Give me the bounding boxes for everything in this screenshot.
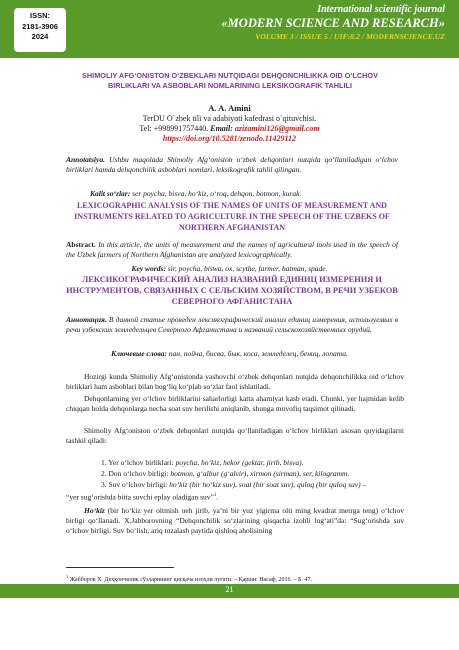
list-item-quote: “yer sug‘orishda bitta suvchi eplay oladigan suv” [66,492,214,502]
term-hokiz: Ho‘kiz [84,506,105,515]
volume-line: VOLUME 3 / ISSUE 5 / UIF:8.2 / MODERNSCIENCE.UZ [255,32,445,41]
abstract-en-label: Abstract. [66,240,96,249]
keywords-ru-label: Ключевые слова: [111,349,167,358]
keywords-uz-text: ser poycha, bisva, ho‘kiz, o‘roq, dehqon, botmon, kurak. [130,189,302,198]
article-title-ru: ЛЕКСИКОГРАФИЧЕСКИЙ АНАЛИЗ НАЗВАНИЙ ЕДИНИЦ ИЗМЕРЕНИЯ И ИНСТРУМЕНТОВ, СВЯЗАННЫХ С СЕЛЬСКИМ ХОЗЯЙСТВОМ, В РЕЧИ УЗБЕКОВ СЕВЕРНОГО АФГАНИСТАНА [66,275,398,306]
page-number: 21 [225,585,234,594]
journal-info [221,4,445,42]
issn-box [14,8,66,52]
keywords-en-text: sir, poycha, biswa, ox, scythe, farmer, batman, spade. [165,264,328,273]
list-item-values: botmon, g‘albur (g‘alvir), xirmon (sirman), ser, kilogramm. [168,469,350,478]
list-item [101,480,401,490]
journal-type: International scientific journal [317,4,445,15]
keywords-uz-label: Kalit so‘zlar: [90,189,131,198]
keywords-ru-text: пан, пойча, бисва, бык, коса, земледелец, бениц, лопата. [166,349,348,358]
article-title-uz: SHIMOLIY AFG‘ONISTON O‘ZBEKLARI NUTQIDAGI DEHQONCHILIKKA OID O‘LCHOV BIRLIKLARI VA ASBOBLARI NOMLARINING LEKSIKOGRAFIK TAHLILI [82,71,378,90]
footnote-ref[interactable]: 1 [213,493,217,498]
annotation-uz-text: Ushbu maqolada Shimoliy Afg‘oniston o‘zbek dehqonlari nutqida qo‘llaniladigan o‘lchov birliklari hamda dehqonchilik asboblari nomlari, leksikografik tahlil qilingan. [66,155,398,174]
list-item-lead: 2. Don o‘lchov birligi: [101,469,169,478]
list-item-continuation: “yer sug‘orishda bitta suvchi eplay oladigan suv”$^1$. [66,492,219,502]
author-name: A. A. Amini [208,103,251,113]
article-title-en: LEXICOGRAPHIC ANALYSIS OF THE NAMES OF UNITS OF MEASUREMENT AND INSTRUMENTS RELATED TO AGRICULTURE IN THE SPEECH OF THE UZBEKS OF NORTHERN AFGHANISTAN [74,201,390,232]
issn-number: 2181-3906 [22,21,58,31]
footnote-number: 1 [66,574,69,579]
body-paragraph-4 [66,506,404,537]
keywords-uz [90,189,390,198]
list-item-values: poycha, ho‘kiz, hekor (gektar, jirib, bisva). [173,458,304,467]
list-item [101,469,401,479]
footnote-divider [66,567,174,568]
body-paragraph-2: Dehqonlarning yer o‘lchov birliklarini saharlorligi katta ahamiyat kasb etadi. Chunki, yer hajmidan kelib chiqqan holda dehqonlarga necha soat suv berilishi aniqlanib, shunga muvofiq taqsimot qilinadi. [66,394,404,414]
body-paragraph-1: Hozirgi kunda Shimoliy Afg‘onistonda yashovchi o‘zbek dehqonlari nutqida dehqonchilikka oid o‘lchov birliklari ham asboblari bilan bog‘liq ko‘plab so‘zlar faol ishlatiladi. [66,372,404,392]
keywords-en-label: Key words: [131,264,166,273]
footnote [66,574,404,583]
issn-year: 2024 [31,32,49,41]
phone-text: Tel: +998991757440. [139,124,209,133]
list-item-lead: 3. Suv o‘lchov birligi: [101,480,168,489]
keywords-en [0,264,459,273]
annotation-ru [66,315,398,335]
author-affiliation: TerDU O`zbek tili va adabiyoti kafedrasi o`qituvchisi. [142,114,317,123]
keywords-ru [0,349,459,358]
annotation-uz-label: Annotatsiya. [66,155,105,164]
email-link[interactable]: azizamini126@gmail.com [234,124,320,133]
list-item [101,458,401,468]
annotation-ru-label: Аннотация. [66,315,107,324]
issn-label: ISSN: [29,11,50,20]
author-contact [0,124,459,133]
annotation-ru-text: В данной статье проведен лексикографический анализ единиц измерения, используемых в речи узбекских земледельцев Северного Афганистана и названий сельскохозяйственных орудий. [66,315,398,334]
doi-link[interactable]: https://doi.org/10.5281/zenodo.11429112 [162,134,297,143]
annotation-uz [66,155,398,175]
list-item-values: ho‘kiz (bir ho‘kiz suv), soat (bir soat suv), quloq (bir quloq suv) – [167,480,367,489]
journal-name: «MODERN SCIENCE AND RESEARCH» [221,16,445,30]
list-item-lead: 1. Yer o‘lchov birliklari: [101,458,174,467]
email-label: Email: [210,124,233,133]
abstract-en-text: In this article, the units of measurement and the names of agricultural tools used in the speech of the Uzbek farmers of Northern Afghanistan are analyzed lexicographically. [66,240,398,259]
body-paragraph-4-text: (bir ho‘kiz yer oltmish ueh jirib, ya’ni bir yuz yigirma olti ming kvadrat metrga teng) o‘lchov birligi qo‘llanadi. X.Jabborovning “Dehqonchilik so‘zlarining qisqacha izohli lug‘ati”da: “Sug‘orishda suv o‘lchov birligi. Suv bo‘lish, ariq tozalash paytida qishloq aholisining [66,506,404,536]
body-paragraph-3: Shimoliy Afg‘oniston o‘zbek dehqonlari nutqida qo‘llaniladigan o‘lchov birliklari asosan quyidagilarni tashkil qiladi: [66,426,404,446]
abstract-en [66,240,398,260]
footnote-text: Жабборов Х. Деҳқончилик сўзларининг қисқача изоҳли луғати. – Қарши: Насаф, 2016. – Б. 47. [68,577,312,583]
